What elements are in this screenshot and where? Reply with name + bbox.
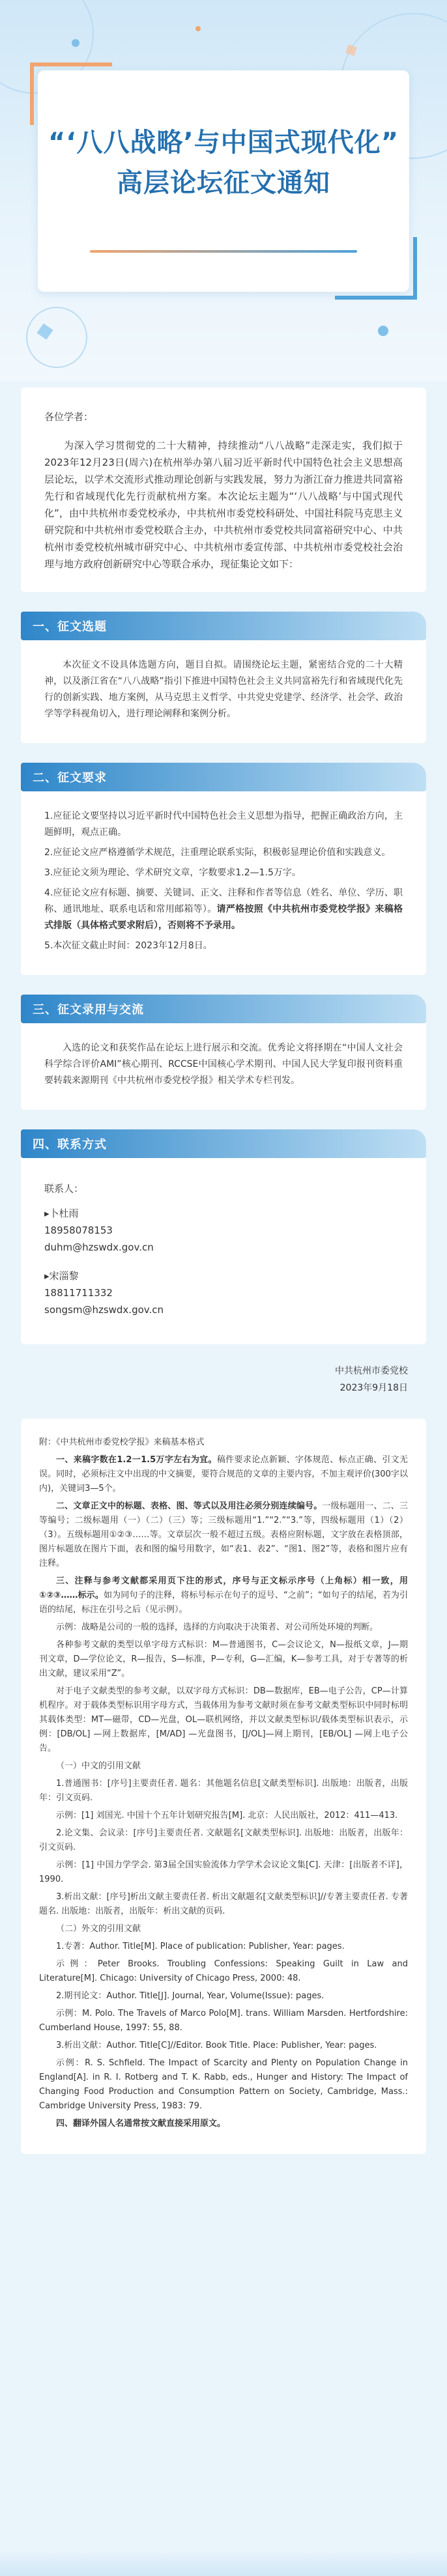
appendix-paragraph: 示例：Peter Brooks. Troubling Confessions: Speaking Guilt in Law and Literature[M]. Chicago: University of Chicago Press, 2000: 48. — [39, 1959, 408, 1983]
section-paragraph: 本次征文不设具体选题方向，题目自拟。请围绕论坛主题，紧密结合党的二十大精神，以及浙江省在“八八战略”指引下推进中国特色社会主义共同富裕先行和省域现代化先行的创新实践、地方案例，从马克思主义哲学、中共党史党建学、经济学、社会学、政治学等学科视角切入，进行理论阐释和案例分析。 — [44, 660, 403, 719]
appendix-title: 附：《中共杭州市委党校学报》来稿基本格式 — [39, 1437, 205, 1447]
appendix-paragraph: 2.论文集、会议录：[序号]主要责任者. 文献题名[文献类型标识]. 出版地：出版者，出版年：引文页码. — [39, 1828, 408, 1852]
decorative-circle — [26, 307, 87, 368]
appendix-paragraph — [39, 1453, 408, 1496]
appendix-paragraph: 示例：R. S. Schfield. The Impact of Scarcity and Plenty on Population Change in England[A]. in R. I. Rotberg and T. K. Rabb, eds., Hunger and History: The Impact of Changing Food Production and Consumption Pattern on Society, Cambridge, Mass.: Cambridge University Press, 1983: 79. — [39, 2058, 408, 2111]
section-title: 三、征文录用与交流 — [33, 1003, 144, 1017]
title-card — [38, 70, 409, 292]
appendix-text: 一级标题用一、二、三等编号；二级标题用（一）（二）（三）等；三级标题用“1.”“2.”“3.”等，四级标题用（1）（2）（3）。五级标题用①②③……等。文章层次一般不超过五级。表格应附标题，文字放在表格顶部，图片标题放在图片下面，表和图的编号用数字，如“表1、表2”、“图1、图2”等，表格和图片应有注释。 — [39, 1501, 408, 1568]
greeting: 各位学者： — [44, 411, 94, 423]
requirement-item: 1.应征论文要坚持以习近平新时代中国特色社会主义思想为指导，把握正确政治方向，主题鲜明，观点正确。 — [44, 811, 403, 838]
section-header — [21, 612, 426, 640]
appendix-paragraph: （二）外文的引用文献 — [56, 1924, 141, 1934]
appendix-paragraph: 示例：战略是公司的一般的选择，选择的方向取决于决策者、对公司所处环境的判断。 — [56, 1622, 379, 1632]
decorative-dot — [72, 39, 79, 47]
appendix-paragraph — [39, 2117, 408, 2131]
section-title: 二、征文要求 — [33, 771, 107, 785]
section-requirements — [21, 763, 426, 975]
appendix-paragraph: 1.普通图书：[序号]主要责任者. 题名：其他题名信息[文献类型标识]. 出版地：出版者，出版年：引文页码. — [39, 1779, 408, 1803]
section-acceptance — [21, 995, 426, 1110]
footer-decoration — [0, 2550, 447, 2576]
appendix-paragraph — [39, 1499, 408, 1571]
contact-name-text: 宋淄黎 — [49, 1270, 79, 1282]
appendix-text: 如为同句子的注释，将标号标示在句子的逗号、“之前”；“如句子的结尾，若为引语的结尾，标注在引号之后（见示例）。 — [39, 1591, 408, 1615]
hero-banner — [0, 0, 447, 381]
person-icon: ▸ — [44, 1270, 50, 1282]
appendix-paragraph: 示例：[1] 中国力学学会. 第3届全国实验流体力学学术会议论文集[C]. 天津：[出版者不详]，1990. — [39, 1860, 408, 1884]
section-topics — [21, 612, 426, 743]
requirement-emphasis: 请严格按照《中共杭州市委党校学报》来稿格式排版（具体格式要求附后），否则将不予录用。 — [44, 904, 403, 931]
page-title — [38, 122, 409, 203]
title-underline — [90, 250, 357, 253]
section-paragraph: 入选的论文和获奖作品在论坛上进行展示和交流。优秀论文将择期在“中国人文社会科学综合评价AMI”核心期刊、RCCSE中国核心学术期刊、中国人民大学复印报刊资料重要转载来源期刊《中共杭州市委党校学报》相关学术专栏刊发。 — [44, 1043, 403, 1086]
appendix-text: 稿件要求论点新颖、字体规范、标点正确、引文无误。同时，必须标注文中出现的中文摘要，要符合规范的文章的主要内容，不加主观评价(300字以内)，关键词3—5个。 — [39, 1455, 408, 1493]
contact-name — [44, 1205, 403, 1222]
requirement-item: 3.应征论文须为理论、学术研究文章，字数要求1.2—1.5万字。 — [44, 868, 301, 878]
requirement-item: 5.本次征文截止时间：2023年12月8日。 — [44, 941, 212, 951]
section-header — [21, 1129, 426, 1158]
appendix-paragraph: 示例：[1] 刘国光. 中国十个五年计划研究报告[M]. 北京：人民出版社，2012：411—413. — [56, 1811, 398, 1820]
appendix-format — [21, 1419, 426, 2154]
intro-paragraph: 为深入学习贯彻党的二十大精神，持续推动“八八战略”走深走实，我们拟于2023年12月23日(周六)在杭州举办第八届习近平新时代中国特色社会主义思想高层论坛，以学术交流形式推动理论创新与实践发展，努力为浙江奋力推进共同富裕先行和省域现代化先行贡献杭州方案。本次论坛主题为“‘八八战略’与中国式现代化”，由中共杭州市委党校承办，中共杭州市委党校科研处、中国社科院马克思主义研究院和中共杭州市委党校联合主办，中共杭州市委党校共同富裕研究中心、中共杭州市委党校杭州城市研究中心、中共杭州市委宣传部、中共杭州市委党校社会治理与地方政府创新研究中心等联合承办，现征集论文如下： — [44, 440, 403, 570]
appendix-emphasis: 四、翻译外国人名通常按文献直接采用原文。 — [56, 2119, 226, 2129]
section-contact — [21, 1129, 426, 1344]
decorative-dot — [195, 26, 201, 31]
contact-label: 联系人： — [44, 1183, 84, 1195]
contact-email[interactable]: songsm@hzswdx.gov.cn — [44, 1304, 164, 1316]
appendix-emphasis: 一、来稿字数在1.2一1.5万字左右为宜。 — [56, 1455, 217, 1465]
contact-phone[interactable]: 18958078153 — [44, 1224, 113, 1236]
section-body — [21, 791, 426, 975]
person-icon: ▸ — [44, 1208, 50, 1219]
contact-email[interactable]: duhm@hzswdx.gov.cn — [44, 1241, 154, 1253]
appendix-paragraph: 各种参考文献的类型以单字母方式标识：M—普通图书，C—会议论文，N—报纸文章，J—期刊文章，D—学位论文，R—报告，S—标准，P—专利，G—汇编，K—参考工具，对于专著等的析出文献，建议采用“Z”。 — [39, 1640, 408, 1678]
page-title-line1: “‘八八战略’与中国式现代化” — [48, 128, 399, 158]
section-body — [21, 1158, 426, 1344]
section-body — [21, 1023, 426, 1110]
decorative-dot — [378, 326, 388, 336]
appendix-emphasis: 二、文章正文中的标题、表格、图、等式以及用注必须分别连续编号。 — [56, 1501, 323, 1511]
section-header — [21, 995, 426, 1023]
appendix-paragraph — [39, 1574, 408, 1617]
appendix-paragraph: 3.析出文献：[序号]析出文献主要责任者. 析出文献题名[文献类型标识]//专著主要责任者. 专著题名. 出版地：出版者，出版年：析出文献的页码. — [39, 1892, 408, 1916]
section-title: 一、征文选题 — [33, 620, 107, 634]
appendix-emphasis: 三、注释与参考文献都采用页下注的形式，序号与正文标示序号（上角标）相一致，用①②③……标示。 — [39, 1576, 408, 1600]
section-body — [21, 640, 426, 743]
requirement-item: 2.应征论文应严格遵循学术规范，注重理论联系实际，积极彰显理论价值和实践意义。 — [44, 847, 391, 858]
page-title-line2: 高层论坛征文通知 — [117, 168, 330, 198]
requirement-item — [44, 885, 403, 934]
section-header — [21, 763, 426, 791]
intro-block — [21, 388, 426, 592]
appendix-paragraph: 1.专著：Author. Title[M]. Place of publication: Publisher, Year: pages. — [56, 1942, 345, 1951]
contact-name — [44, 1267, 403, 1284]
contact-phone[interactable]: 18811711332 — [44, 1287, 113, 1299]
signoff-date: 2023年9月18日 — [339, 1383, 408, 1393]
signoff-org: 中共杭州市委党校 — [335, 1366, 408, 1376]
appendix-paragraph: 对于电子文献类型的参考文献，以双字母方式标识：DB—数据库，EB—电子公告，CP—计算机程序。对于载体类型标识用字母方式，当载体用为参考文献时须在参考文献类型标识中同时标明其载体类型：MT—磁带，CD—光盘，OL—联机网络，并以文献类型标识/载体类型标识表示，示例：[DB/OL] —网上数据库，[M/AD] —光盘图书，[J/OL]—网上期刊，[EB/OL] —网上电子公告。 — [39, 1686, 408, 1753]
section-title: 四、联系方式 — [33, 1138, 107, 1152]
appendix-paragraph: 示例：M. Polo. The Travels of Marco Polo[M]. trans. William Marsden. Hertfordshire: Cumberland House, 1997: 55, 88. — [39, 2009, 408, 2033]
appendix-paragraph: 2.期刊论文：Author. Title[J]. Journal, Year, Volume(Issue): pages. — [56, 1991, 324, 2001]
contact-name-text: 卜杜雨 — [49, 1208, 79, 1219]
appendix-paragraph: 3.析出文献：Author. Title[C]//Editor. Book Title. Place: Publisher, Year: pages. — [56, 2041, 377, 2050]
requirement-text: 4.应征论文应有标题、摘要、关键词、正文、注释和作者等信息（姓名、单位、学历、职称、通讯地址、联系电话和常用邮箱等）。 — [44, 888, 403, 914]
appendix-paragraph: （一）中文的引用文献 — [56, 1761, 141, 1771]
signoff — [39, 1363, 408, 1396]
